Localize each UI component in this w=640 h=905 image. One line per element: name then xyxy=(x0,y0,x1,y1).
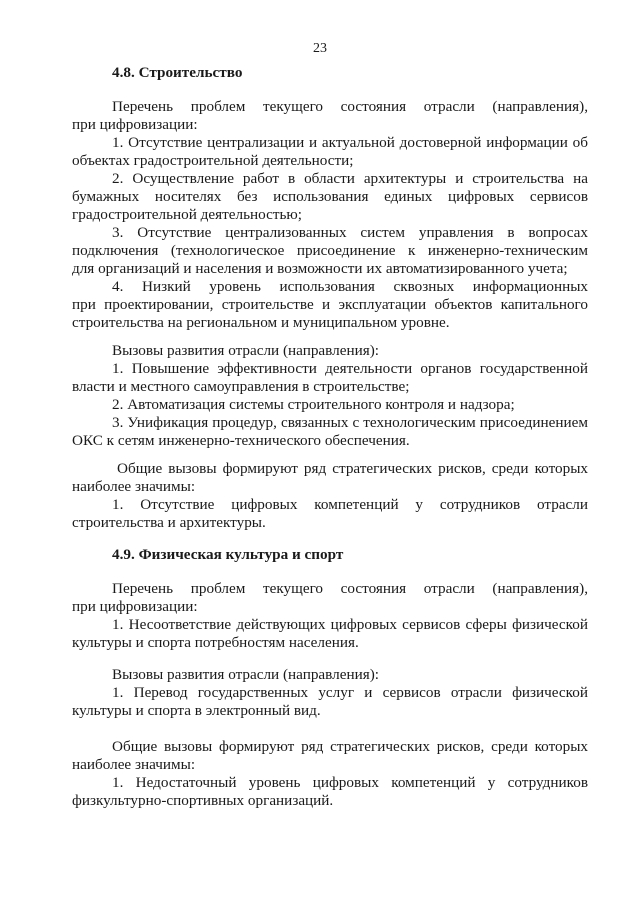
list-item-line: культуры и спорта потребностям населения. xyxy=(72,634,359,651)
challenges-4-9 xyxy=(72,666,588,720)
list-item-line: 2. Автоматизация системы строительного контроля и надзора; xyxy=(112,396,515,413)
list-item-line: для организаций и населения и возможности их автоматизированного учета; xyxy=(72,260,568,277)
risks-4-9 xyxy=(72,738,588,810)
paragraph-line: Вызовы развития отрасли (направления): xyxy=(112,342,379,359)
list-item-line: строительства и архитектуры. xyxy=(72,514,266,531)
section-heading-4-8 xyxy=(72,64,588,82)
list-item-line: 1. Отсутствие цифровых компетенций у сотрудников отрасли xyxy=(112,496,588,513)
page-number: 23 xyxy=(313,41,327,56)
paragraph-line: Общие вызовы формируют ряд стратегических рисков, среди которых xyxy=(112,738,588,755)
paragraph-line: Перечень проблем текущего состояния отрасли (направления), xyxy=(112,98,588,115)
paragraph-line: наиболее значимы: xyxy=(72,478,196,495)
list-item-line: подключения (технологическое присоединение к инженерно-техническим xyxy=(72,242,588,259)
list-item-line: 2. Осуществление работ в области архитектуры и строительства на xyxy=(112,170,588,187)
risks-4-8 xyxy=(72,460,588,532)
list-item-line: бумажных носителях без использования единых цифровых сервисов xyxy=(72,188,588,205)
problems-intro-4-9 xyxy=(72,580,588,652)
section-heading-text: 4.8. Строительство xyxy=(112,64,243,81)
problems-list-4-8 xyxy=(72,134,588,332)
list-item-line: при проектировании, строительстве и эксплуатации объектов капитального xyxy=(72,296,588,313)
list-item-line: 3. Отсутствие централизованных систем управления в вопросах xyxy=(112,224,588,241)
list-item-line: 1. Перевод государственных услуг и сервисов отрасли физической xyxy=(112,684,588,701)
list-item-line: объектах градостроительной деятельности; xyxy=(72,152,354,169)
problems-intro-4-8 xyxy=(72,98,588,134)
paragraph-line: при цифровизации: xyxy=(72,116,198,133)
list-item-line: строительства на региональном и муниципальном уровне. xyxy=(72,314,450,331)
list-item-line: 1. Недостаточный уровень цифровых компетенций у сотрудников xyxy=(112,774,588,791)
list-item-line: 1. Несоответствие действующих цифровых сервисов сферы физической xyxy=(112,616,588,633)
list-item-line: ОКС к сетям инженерно-технического обеспечения. xyxy=(72,432,410,449)
list-item-line: власти и местного самоуправления в строительстве; xyxy=(72,378,410,395)
section-heading-4-9 xyxy=(72,546,588,564)
list-item-line: физкультурно-спортивных организаций. xyxy=(72,792,334,809)
list-item-line: 1. Отсутствие централизации и актуальной достоверной информации об xyxy=(112,134,588,151)
section-heading-text: 4.9. Физическая культура и спорт xyxy=(112,546,344,563)
challenges-4-8 xyxy=(72,342,588,450)
paragraph-line: Перечень проблем текущего состояния отрасли (направления), xyxy=(112,580,588,597)
paragraph-line: наиболее значимы: xyxy=(72,756,196,773)
paragraph-line: при цифровизации: xyxy=(72,598,198,615)
paragraph-line: Общие вызовы формируют ряд стратегических рисков, среди которых xyxy=(117,460,588,477)
list-item-line: культуры и спорта в электронный вид. xyxy=(72,702,321,719)
list-item-line: градостроительной деятельностью; xyxy=(72,206,302,223)
list-item-line: 4. Низкий уровень использования сквозных информационных xyxy=(112,278,588,295)
list-item-line: 3. Унификация процедур, связанных с технологическим присоединением xyxy=(112,414,588,431)
list-item-line: 1. Повышение эффективности деятельности органов государственной xyxy=(112,360,588,377)
paragraph-line: Вызовы развития отрасли (направления): xyxy=(112,666,379,683)
